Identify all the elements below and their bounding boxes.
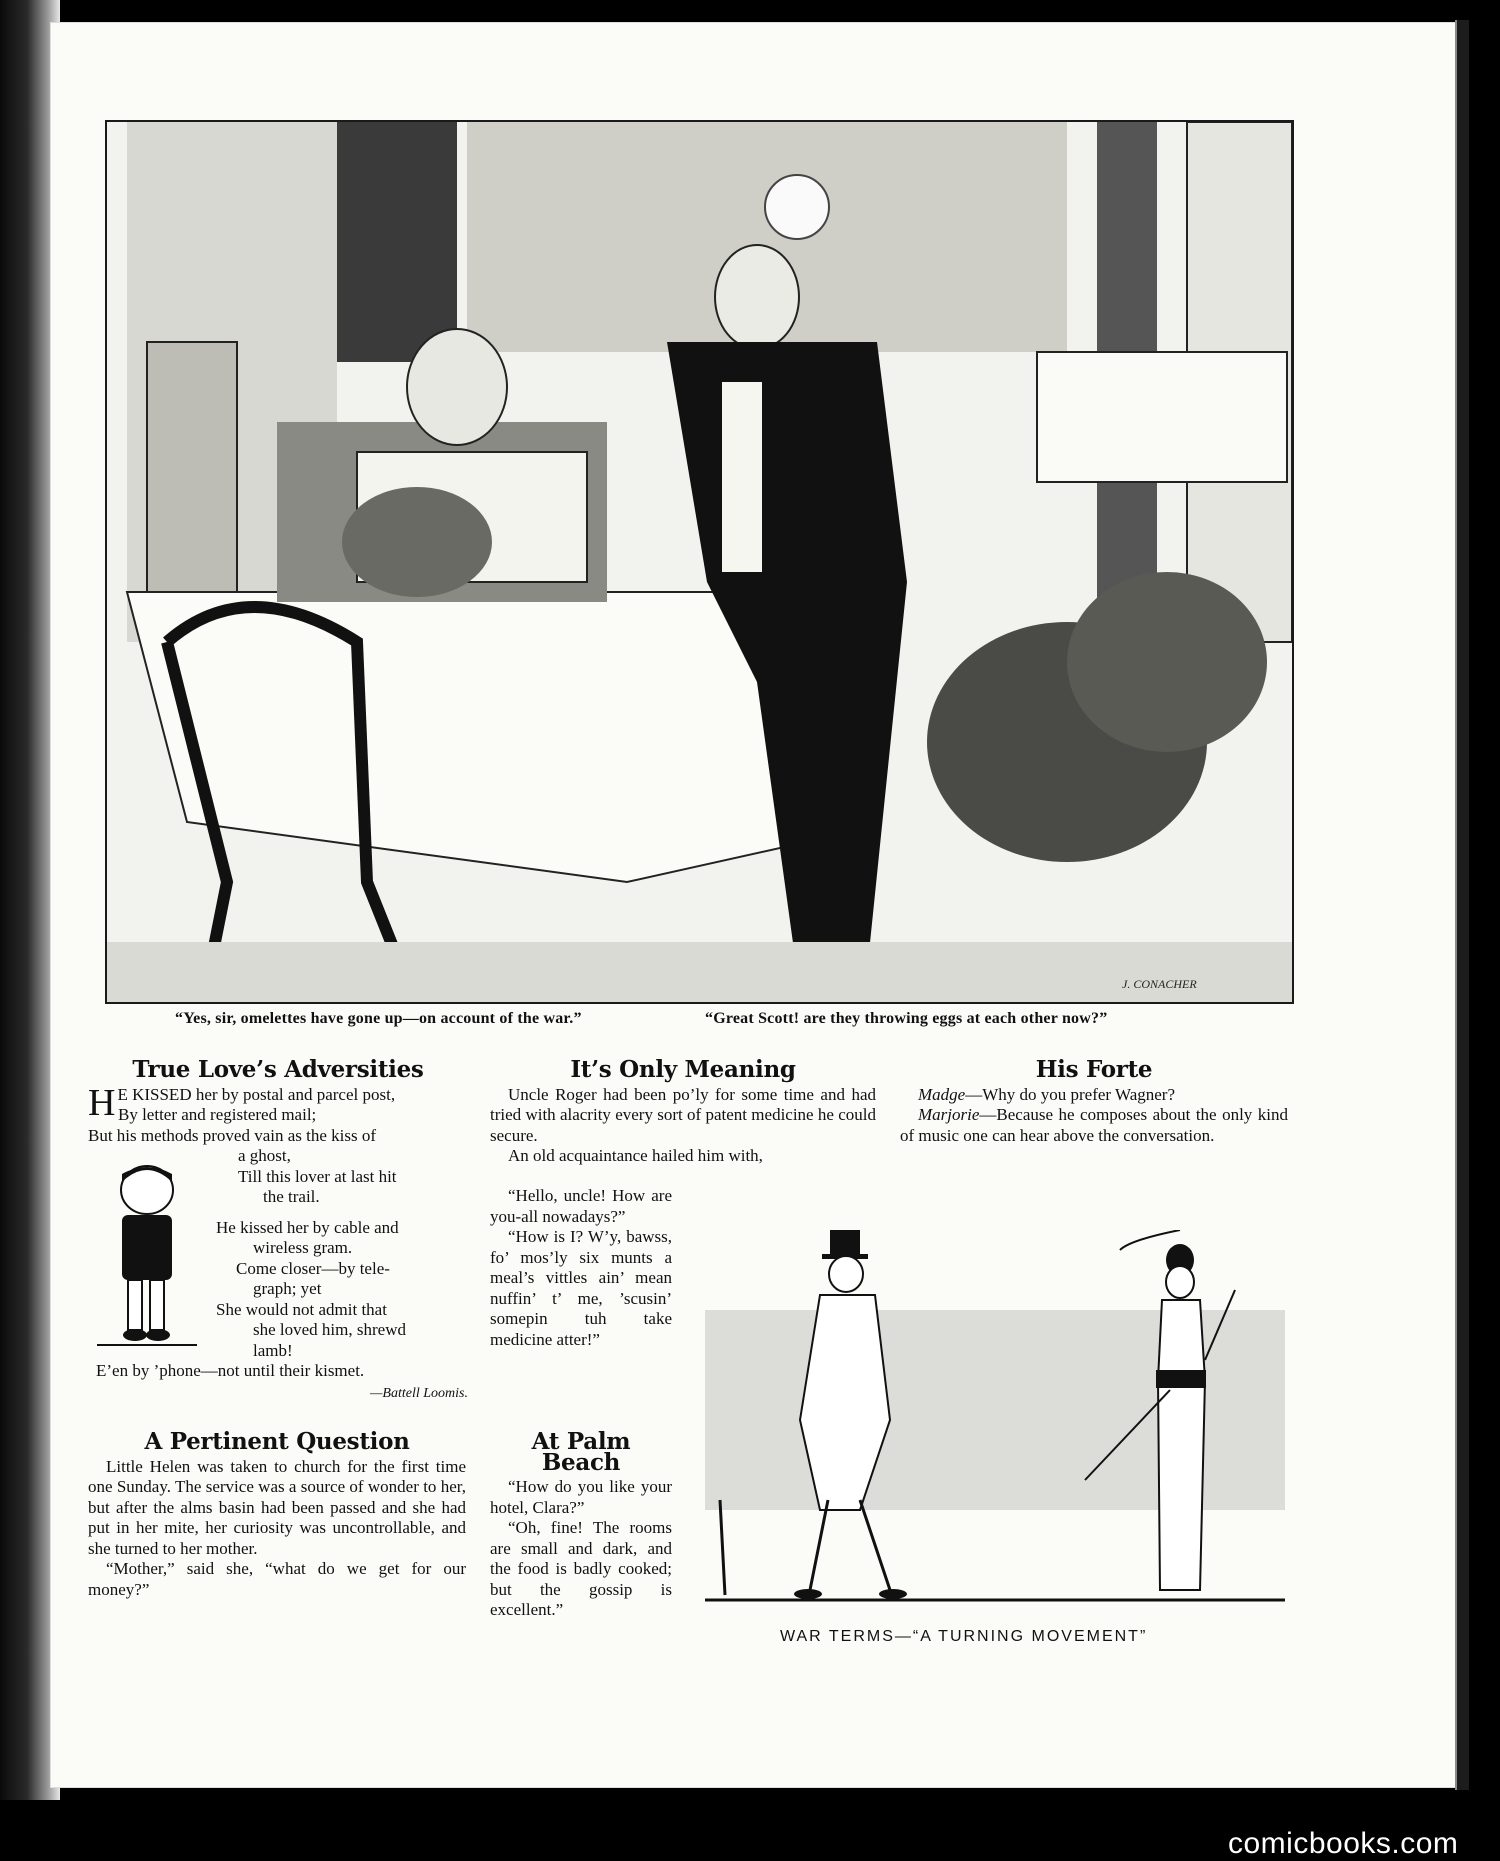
site-watermark: comicbooks.com: [1228, 1827, 1459, 1860]
poem-line: graph; yet: [253, 1279, 322, 1298]
poem-line: By letter and registered mail;: [118, 1105, 317, 1124]
only-meaning-article: [490, 1056, 876, 1167]
poem-line: Come closer—by tele-: [236, 1258, 390, 1278]
page-edge: [1455, 20, 1469, 1790]
turning-movement-drawing: [700, 1230, 1300, 1610]
dialogue-text: —Why do you prefer Wagner?: [965, 1084, 1176, 1104]
dialogue-line: [900, 1105, 1288, 1146]
poem-line: lamb!: [253, 1340, 293, 1360]
poem-line: He kissed her by cable and: [216, 1217, 399, 1237]
his-forte-article: [900, 1056, 1288, 1146]
drop-cap: H: [88, 1081, 116, 1124]
dialogue-line: [900, 1085, 1288, 1106]
author-credit: —Battell Loomis.: [369, 1385, 468, 1401]
poem-line: But his methods proved vain as the kiss of: [88, 1125, 377, 1145]
article-paragraph: “Oh, fine! The rooms are small and dark, and the food is badly cooked; but the gossip is excellent.”: [490, 1518, 672, 1619]
poem-line: the trail.: [263, 1187, 320, 1206]
speaker-name: Madge: [918, 1084, 966, 1104]
poem-line: a ghost,: [238, 1146, 291, 1165]
article-paragraph: “How do you like your hotel, Clara?”: [490, 1477, 672, 1517]
war-terms-illustration: [700, 1230, 1300, 1610]
pertinent-question-article: [88, 1428, 466, 1600]
war-terms-caption: WAR TERMS—“A TURNING MOVEMENT”: [780, 1628, 1148, 1645]
poem-line: Till this lover at last hit: [238, 1166, 397, 1186]
article-paragraph: Little Helen was taken to church for the first time one Sunday. The service was a source of wonder to her, but after the alms basin had been passed and she had put in her mite, her curiosity was uncontrollable, and she turned to her mother.: [88, 1456, 466, 1558]
only-meaning-narrow: [490, 1186, 672, 1350]
pertinent-heading: A Pertinent Question: [144, 1428, 410, 1455]
article-paragraph: “How is I? W’y, bawss, fo’ mos’ly six munts a meal’s vittles ain’ mean nuffin’ t’ me, ’scusin’ somepin tuh take medicine atter!”: [490, 1227, 672, 1349]
poem-line: E’en by ’phone—not until their kismet.: [96, 1361, 365, 1380]
restaurant-scene-drawing: [107, 122, 1292, 1002]
dialogue-text: —Because he composes about the only kind of music one can hear above the conversation.: [900, 1105, 1288, 1145]
poem-line: she loved him, shrewd: [253, 1320, 406, 1339]
artist-signature: J. CONACHER: [1122, 977, 1197, 991]
article-paragraph: Uncle Roger had been po’ly for some time and had tried with alacrity every sort of patent medicine he could secure.: [490, 1084, 876, 1145]
article-paragraph: “Mother,” said she, “what do we get for our money?”: [88, 1559, 466, 1599]
only-meaning-heading: It’s Only Meaning: [570, 1056, 796, 1083]
poem-line: E KISSED her by postal and parcel post,: [117, 1084, 396, 1104]
his-forte-heading: His Forte: [1035, 1056, 1153, 1083]
boy-drawing: [92, 1160, 202, 1360]
article-paragraph: “Hello, uncle! How are you-all nowadays?”: [490, 1186, 672, 1226]
true-love-heading: True Love’s Adversities: [132, 1056, 424, 1083]
cartoon-caption-right: “Great Scott! are they throwing eggs at each other now?”: [705, 1010, 1108, 1027]
poem-line: She would not admit that: [216, 1299, 387, 1319]
article-paragraph: An old acquaintance hailed him with,: [508, 1146, 763, 1165]
cartoon-caption-left: “Yes, sir, omelettes have gone up—on account of the war.”: [175, 1010, 582, 1027]
palm-beach-heading: At Palm Beach: [531, 1428, 631, 1476]
speaker-name: Marjorie: [918, 1105, 980, 1124]
boy-illustration: [92, 1160, 202, 1360]
palm-beach-article: [490, 1428, 672, 1621]
poem-line: wireless gram.: [253, 1238, 353, 1257]
restaurant-cartoon: [105, 120, 1294, 1004]
